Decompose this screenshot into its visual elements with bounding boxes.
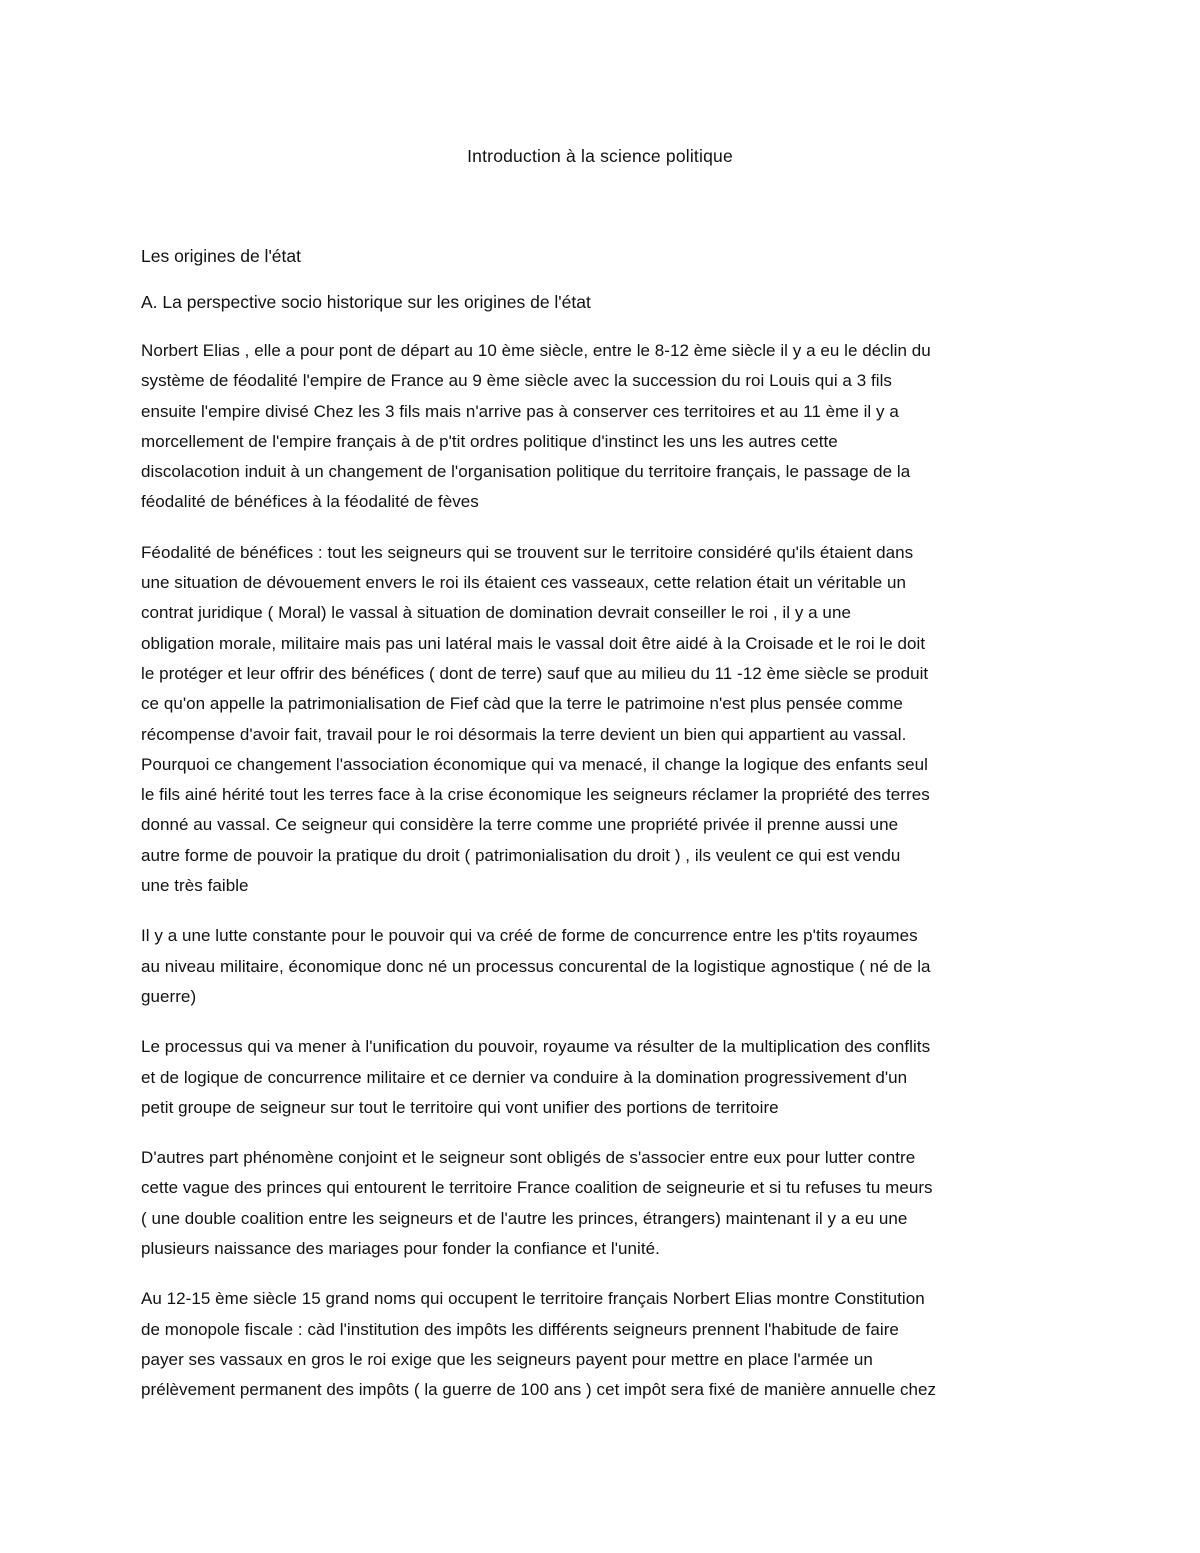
paragraph-line: D'autres part phénomène conjoint et le seigneur sont obligés de s'associer entre eux pour lutter contre <box>141 1148 916 1168</box>
subsection-heading: A. La perspective socio historique sur les origines de l'état <box>141 292 591 312</box>
paragraph-line: une très faible <box>141 876 249 896</box>
paragraph-line: donné au vassal. Ce seigneur qui considère la terre comme une propriété privée il prenne aussi une <box>141 815 899 835</box>
paragraph-4 <box>141 1032 1061 1123</box>
paragraph-line: cette vague des princes qui entourent le territoire France coalition de seigneurie et si tu refuses tu meurs <box>141 1178 933 1198</box>
paragraph-line: guerre) <box>141 986 197 1006</box>
paragraph-line: contrat juridique ( Moral) le vassal à situation de domination devrait conseiller le roi , il y a une <box>141 603 851 623</box>
paragraph-line: de monopole fiscale : càd l'institution des impôts les différents seigneurs prennent l'habitude de faire <box>141 1319 899 1339</box>
paragraph-line: ensuite l'empire divisé Chez les 3 fils mais n'arrive pas à conserver ces territoires et au 11 ème il y a <box>141 401 899 421</box>
paragraph-line: prélèvement permanent des impôts ( la guerre de 100 ans ) cet impôt sera fixé de manière annuelle chez <box>141 1380 937 1400</box>
paragraph-line: féodalité de bénéfices à la féodalité de fèves <box>141 492 479 512</box>
paragraph-line: autre forme de pouvoir la pratique du droit ( patrimonialisation du droit ) , ils veulent ce qui est vendu <box>141 845 901 865</box>
paragraph-line: récompense d'avoir fait, travail pour le roi désormais la terre devient un bien qui appartient au vassal. <box>141 724 907 744</box>
paragraph-1 <box>141 336 1061 518</box>
paragraph-line: discolacotion induit à un changement de l'organisation politique du territoire français, le passage de la <box>141 462 911 482</box>
paragraph-line: obligation morale, militaire mais pas uni latéral mais le vassal doit être aidé à la Croisade et le roi le doit <box>141 633 926 653</box>
paragraph-line: une situation de dévouement envers le roi ils étaient ces vasseaux, cette relation était un véritable un <box>141 573 906 593</box>
paragraph-line: le protéger et leur offrir des bénéfices ( dont de terre) sauf que au milieu du 11 -12 ème siècle se produit <box>141 663 929 683</box>
paragraph-line: système de féodalité l'empire de France au 9 ème siècle avec la succession du roi Louis qui a 3 fils <box>141 371 892 391</box>
paragraph-line: payer ses vassaux en gros le roi exige que les seigneurs payent pour mettre en place l'armée un <box>141 1349 873 1369</box>
paragraph-line: le fils ainé hérité tout les terres face à la crise économique les seigneurs réclamer la propriété des terres <box>141 785 930 805</box>
paragraph-line: et de logique de concurrence militaire et ce dernier va conduire à la domination progressivement d'un <box>141 1067 908 1087</box>
paragraph-6 <box>141 1284 1061 1405</box>
document-body <box>141 243 1061 1426</box>
paragraph-line: morcellement de l'empire français à de p'tit ordres politique d'instinct les uns les autres cette <box>141 431 838 451</box>
paragraph-5 <box>141 1143 1061 1264</box>
paragraph-line: Féodalité de bénéfices : tout les seigneurs qui se trouvent sur le territoire considéré qu'ils étaient dans <box>141 542 914 562</box>
paragraph-line: Il y a une lutte constante pour le pouvoir qui va créé de forme de concurrence entre les p'tits royaumes <box>141 926 918 946</box>
paragraph-line: Norbert Elias , elle a pour pont de départ au 10 ème siècle, entre le 8-12 ème siècle il y a eu le déclin du <box>141 341 931 360</box>
paragraph-line: ( une double coalition entre les seigneurs et de l'autre les princes, étrangers) maintenant il y a eu une <box>141 1208 908 1228</box>
paragraph-line: Au 12-15 ème siècle 15 grand noms qui occupent le territoire français Norbert Elias montre Constitution <box>141 1289 925 1309</box>
paragraph-2 <box>141 538 1061 902</box>
paragraph-line: petit groupe de seigneur sur tout le territoire qui vont unifier des portions de territoire <box>141 1097 779 1117</box>
paragraph-line: ce qu'on appelle la patrimonialisation de Fief càd que la terre le patrimoine n'est plus pensée comme <box>141 694 903 714</box>
paragraph-line: au niveau militaire, économique donc né un processus concurental de la logistique agnostique ( né de la <box>141 956 931 976</box>
document-title: Introduction à la science politique <box>467 146 733 166</box>
paragraph-line: plusieurs naissance des mariages pour fonder la confiance et l'unité. <box>141 1239 660 1259</box>
paragraph-3 <box>141 921 1061 1012</box>
section-heading: Les origines de l'état <box>141 246 301 266</box>
paragraph-line: Le processus qui va mener à l'unification du pouvoir, royaume va résulter de la multiplication des conflits <box>141 1037 931 1057</box>
paragraph-line: Pourquoi ce changement l'association économique qui va menacé, il change la logique des enfants seul <box>141 754 928 774</box>
